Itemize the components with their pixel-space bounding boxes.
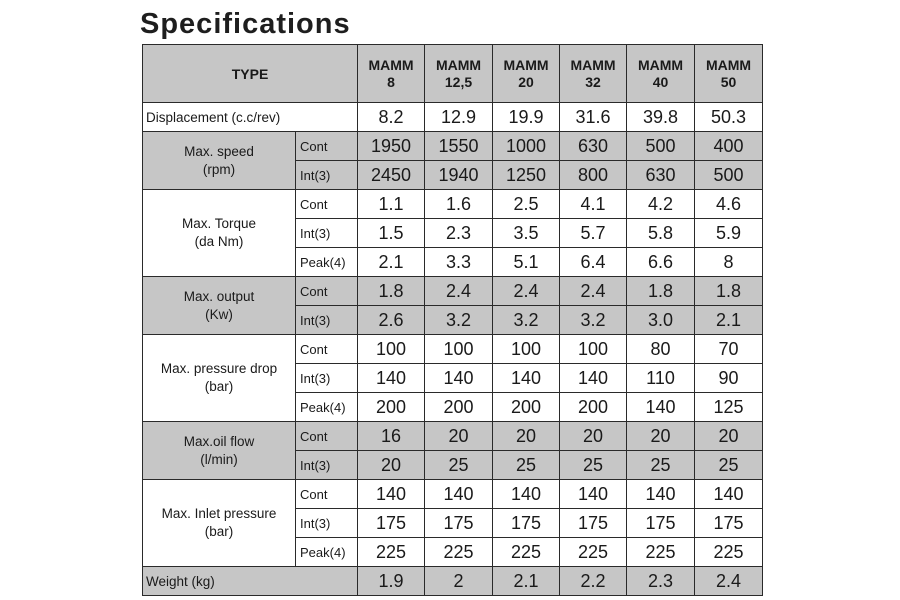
value-cell: 175 <box>695 509 763 538</box>
value-cell: 2.4 <box>695 567 763 596</box>
value-cell: 225 <box>493 538 560 567</box>
value-cell: 2.4 <box>560 277 627 306</box>
value-cell: 1.8 <box>627 277 695 306</box>
value-cell: 1950 <box>358 132 425 161</box>
page-title: Specifications <box>140 8 351 40</box>
value-cell: 200 <box>560 393 627 422</box>
model-header: MAMM 8 <box>358 45 425 103</box>
value-cell: 400 <box>695 132 763 161</box>
value-cell: 2.3 <box>627 567 695 596</box>
value-cell: 20 <box>627 422 695 451</box>
value-cell: 225 <box>695 538 763 567</box>
value-cell: 140 <box>695 480 763 509</box>
value-cell: 39.8 <box>627 103 695 132</box>
value-cell: 225 <box>560 538 627 567</box>
value-cell: 225 <box>425 538 493 567</box>
sub-label: Peak(4) <box>296 393 358 422</box>
value-cell: 25 <box>493 451 560 480</box>
value-cell: 1.8 <box>695 277 763 306</box>
value-cell: 6.4 <box>560 248 627 277</box>
sub-label: Int(3) <box>296 161 358 190</box>
value-cell: 140 <box>560 364 627 393</box>
value-cell: 225 <box>358 538 425 567</box>
row-label: Weight (kg) <box>143 567 358 596</box>
value-cell: 125 <box>695 393 763 422</box>
value-cell: 20 <box>358 451 425 480</box>
sub-label: Cont <box>296 335 358 364</box>
table-row <box>143 103 763 132</box>
value-cell: 1.1 <box>358 190 425 219</box>
value-cell: 2.4 <box>425 277 493 306</box>
table-row <box>143 480 763 509</box>
value-cell: 140 <box>425 364 493 393</box>
sub-label: Cont <box>296 190 358 219</box>
value-cell: 630 <box>627 161 695 190</box>
value-cell: 140 <box>493 364 560 393</box>
value-cell: 3.0 <box>627 306 695 335</box>
value-cell: 4.6 <box>695 190 763 219</box>
sub-label: Cont <box>296 132 358 161</box>
group-label: Max. pressure drop (bar) <box>143 335 296 422</box>
value-cell: 25 <box>425 451 493 480</box>
value-cell: 2 <box>425 567 493 596</box>
value-cell: 175 <box>493 509 560 538</box>
value-cell: 19.9 <box>493 103 560 132</box>
value-cell: 175 <box>627 509 695 538</box>
value-cell: 175 <box>425 509 493 538</box>
value-cell: 225 <box>627 538 695 567</box>
value-cell: 1000 <box>493 132 560 161</box>
value-cell: 2.3 <box>425 219 493 248</box>
value-cell: 3.2 <box>560 306 627 335</box>
sub-label: Int(3) <box>296 219 358 248</box>
value-cell: 200 <box>493 393 560 422</box>
value-cell: 200 <box>358 393 425 422</box>
specifications-table <box>142 44 763 596</box>
value-cell: 2.1 <box>695 306 763 335</box>
value-cell: 1.8 <box>358 277 425 306</box>
sub-label: Cont <box>296 422 358 451</box>
value-cell: 50.3 <box>695 103 763 132</box>
value-cell: 4.1 <box>560 190 627 219</box>
value-cell: 8 <box>695 248 763 277</box>
value-cell: 3.2 <box>493 306 560 335</box>
value-cell: 2.1 <box>358 248 425 277</box>
value-cell: 100 <box>560 335 627 364</box>
model-header: MAMM 32 <box>560 45 627 103</box>
value-cell: 3.2 <box>425 306 493 335</box>
header-row <box>143 45 763 103</box>
model-header: MAMM 50 <box>695 45 763 103</box>
value-cell: 500 <box>695 161 763 190</box>
sub-label: Int(3) <box>296 509 358 538</box>
model-header: MAMM 12,5 <box>425 45 493 103</box>
value-cell: 90 <box>695 364 763 393</box>
value-cell: 20 <box>425 422 493 451</box>
value-cell: 2.1 <box>493 567 560 596</box>
value-cell: 25 <box>695 451 763 480</box>
value-cell: 5.1 <box>493 248 560 277</box>
sub-label: Peak(4) <box>296 248 358 277</box>
value-cell: 20 <box>493 422 560 451</box>
sub-label: Cont <box>296 480 358 509</box>
value-cell: 3.3 <box>425 248 493 277</box>
sub-label: Int(3) <box>296 306 358 335</box>
value-cell: 175 <box>560 509 627 538</box>
value-cell: 110 <box>627 364 695 393</box>
value-cell: 2450 <box>358 161 425 190</box>
value-cell: 1.5 <box>358 219 425 248</box>
value-cell: 1940 <box>425 161 493 190</box>
value-cell: 80 <box>627 335 695 364</box>
value-cell: 6.6 <box>627 248 695 277</box>
value-cell: 12.9 <box>425 103 493 132</box>
group-label: Max.oil flow (l/min) <box>143 422 296 480</box>
group-label: Max. output (Kw) <box>143 277 296 335</box>
value-cell: 20 <box>560 422 627 451</box>
value-cell: 1.6 <box>425 190 493 219</box>
value-cell: 20 <box>695 422 763 451</box>
value-cell: 31.6 <box>560 103 627 132</box>
value-cell: 500 <box>627 132 695 161</box>
value-cell: 3.5 <box>493 219 560 248</box>
group-label: Max. Inlet pressure (bar) <box>143 480 296 567</box>
table-row <box>143 132 763 161</box>
value-cell: 1550 <box>425 132 493 161</box>
value-cell: 200 <box>425 393 493 422</box>
type-header: TYPE <box>143 45 358 103</box>
value-cell: 140 <box>627 393 695 422</box>
table-row <box>143 422 763 451</box>
model-header: MAMM 40 <box>627 45 695 103</box>
value-cell: 140 <box>358 364 425 393</box>
table-row <box>143 277 763 306</box>
group-label: Max. Torque (da Nm) <box>143 190 296 277</box>
sub-label: Int(3) <box>296 451 358 480</box>
group-label: Max. speed (rpm) <box>143 132 296 190</box>
value-cell: 5.9 <box>695 219 763 248</box>
value-cell: 8.2 <box>358 103 425 132</box>
value-cell: 2.6 <box>358 306 425 335</box>
table-row <box>143 567 763 596</box>
sub-label: Peak(4) <box>296 538 358 567</box>
value-cell: 5.7 <box>560 219 627 248</box>
model-header: MAMM 20 <box>493 45 560 103</box>
sub-label: Int(3) <box>296 364 358 393</box>
value-cell: 100 <box>493 335 560 364</box>
value-cell: 5.8 <box>627 219 695 248</box>
value-cell: 140 <box>493 480 560 509</box>
value-cell: 100 <box>358 335 425 364</box>
value-cell: 2.5 <box>493 190 560 219</box>
value-cell: 25 <box>560 451 627 480</box>
value-cell: 2.2 <box>560 567 627 596</box>
value-cell: 140 <box>425 480 493 509</box>
row-label: Displacement (c.c/rev) <box>143 103 358 132</box>
value-cell: 140 <box>627 480 695 509</box>
value-cell: 1250 <box>493 161 560 190</box>
value-cell: 25 <box>627 451 695 480</box>
value-cell: 800 <box>560 161 627 190</box>
value-cell: 1.9 <box>358 567 425 596</box>
table-row <box>143 190 763 219</box>
value-cell: 100 <box>425 335 493 364</box>
value-cell: 140 <box>358 480 425 509</box>
value-cell: 70 <box>695 335 763 364</box>
table-row <box>143 335 763 364</box>
value-cell: 630 <box>560 132 627 161</box>
sub-label: Cont <box>296 277 358 306</box>
value-cell: 175 <box>358 509 425 538</box>
value-cell: 4.2 <box>627 190 695 219</box>
value-cell: 140 <box>560 480 627 509</box>
value-cell: 16 <box>358 422 425 451</box>
value-cell: 2.4 <box>493 277 560 306</box>
